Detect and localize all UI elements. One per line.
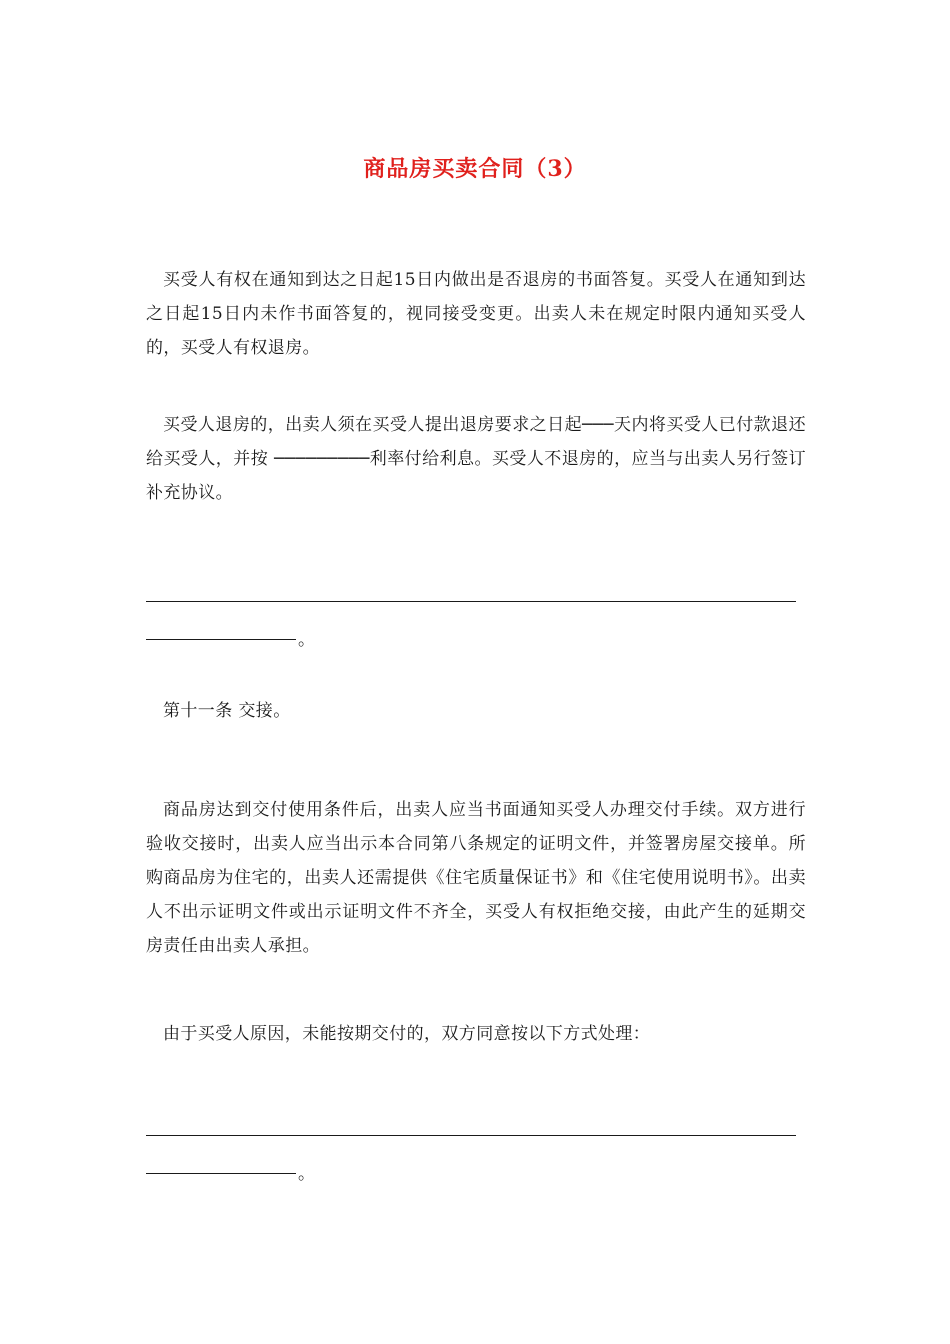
blank-end-period: 。 bbox=[298, 630, 315, 650]
blank-line bbox=[146, 1173, 296, 1174]
paragraph-handover: 商品房达到交付使用条件后，出卖人应当书面通知买受人办理交付手续。双方进行验收交接时，出卖人应当出示本合同第八条规定的证明文件，并签署房屋交接单。所购商品房为住宅的，出卖人还需提供《住宅质量保证书》和《住宅使用说明书》。出卖人不出示证明文件或出示证明文件不齐全，买受人有权拒绝交接，由此产生的延期交房责任由出卖人承担。 bbox=[146, 800, 806, 956]
blank-line bbox=[146, 639, 296, 640]
paragraph-buyer-delay: 由于买受人原因，未能按期交付的，双方同意按以下方式处理： bbox=[163, 1024, 651, 1044]
blank-end-period: 。 bbox=[298, 1164, 315, 1184]
document-title: 商品房买卖合同（3） bbox=[363, 156, 587, 182]
blank-line bbox=[146, 601, 796, 602]
blank-line bbox=[146, 1135, 796, 1136]
paragraph-refund-reply: 买受人有权在通知到达之日起15日内做出是否退房的书面答复。买受人在通知到达之日起15日内未作书面答复的，视同接受变更。出卖人未在规定时限内通知买受人的，买受人有权退房。 bbox=[146, 270, 806, 358]
article-eleven-heading: 第十一条 交接。 bbox=[163, 701, 291, 721]
paragraph-refund-terms: 买受人退房的，出卖人须在买受人提出退房要求之日起───天内将买受人已付款退还给买受人，并按 ─────────利率付给利息。买受人不退房的，应当与出卖人另行签订补充协议。 bbox=[146, 415, 806, 503]
